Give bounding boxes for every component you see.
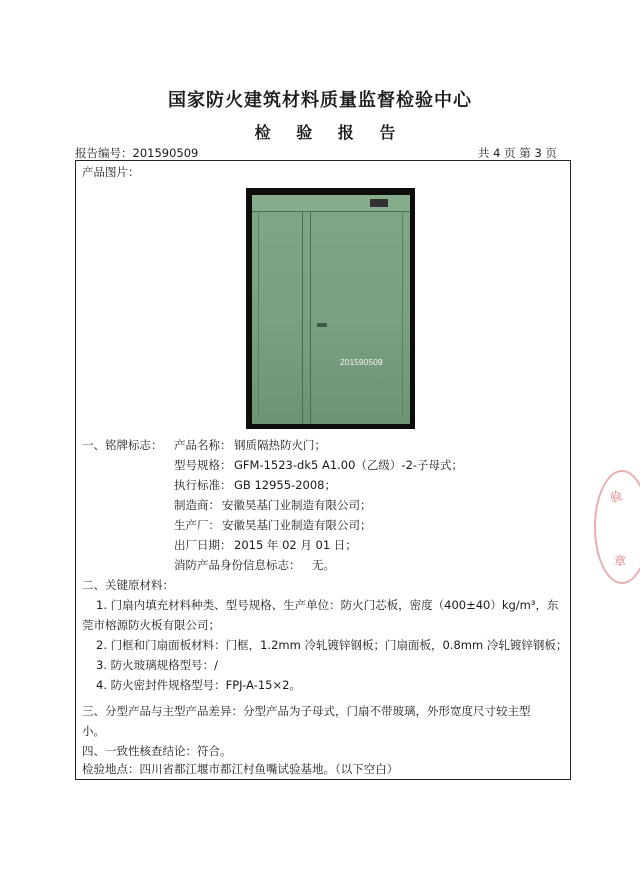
seal-stamp-fragment: 章 — [614, 554, 627, 568]
door-closer — [370, 199, 388, 207]
nameplate-row-value: GFM-1523-dk5 A1.00（乙级）-2-子母式； — [234, 458, 464, 472]
materials-item-2: 2. 门框和门扇面板材料：门框，1.2mm 冷轧镀锌钢板；门扇面板，0.8mm 冷轧镀锌钢板； — [96, 638, 568, 652]
report-subtitle: 检 验 报 告 — [254, 123, 406, 142]
photo-overlay-number: 201590509 — [340, 357, 383, 367]
nameplate-row-value: 无。 — [312, 558, 335, 572]
nameplate-row-key: 产品名称： — [174, 438, 232, 452]
nameplate-row-key: 制造商： — [174, 498, 220, 512]
nameplate-row-key: 执行标准： — [174, 478, 232, 492]
page-info: 共 4 页 第 3 页 — [478, 146, 557, 160]
door-seam-left — [302, 211, 303, 424]
nameplate-row-value: 安徽昊基门业制造有限公司； — [222, 518, 372, 532]
nameplate-row-key: 消防产品身份信息标志： — [174, 558, 301, 572]
materials-item-1: 1. 门扇内填充材料种类、型号规格、生产单位：防火门芯板，密度（400±40）kg/m³，东 — [96, 598, 559, 612]
test-location: 检验地点：四川省都江堰市都江村鱼嘴试验基地。（以下空白） — [82, 762, 399, 776]
door-frame-right — [402, 211, 403, 416]
seal-stamp-ring — [594, 470, 640, 584]
product-photo — [246, 188, 415, 429]
product-photo-label: 产品图片： — [82, 165, 140, 179]
nameplate-row-value: 钢质隔热防火门； — [234, 438, 326, 452]
door-seam-right — [310, 211, 311, 424]
consistency-conclusion: 四、一致性核查结论：符合。 — [82, 744, 232, 758]
seal-stamp-fragment: 验 — [608, 488, 625, 506]
difference-line-1: 三、分型产品与主型产品差异：分型产品为子母式，门扇不带玻璃，外形宽度尺寸较主型 — [82, 704, 531, 718]
nameplate-row-key: 型号规格： — [174, 458, 232, 472]
nameplate-section-label: 一、铭牌标志： — [82, 438, 163, 452]
materials-item-1-cont: 莞市榕源防火板有限公司； — [82, 618, 220, 632]
door-handle — [317, 323, 327, 327]
materials-section-label: 二、关键原材料： — [82, 578, 174, 592]
nameplate-row-key: 生产厂： — [174, 518, 220, 532]
nameplate-row-value: 2015 年 02 月 01 日； — [234, 538, 357, 552]
difference-line-2: 小。 — [82, 724, 105, 738]
materials-item-4: 4. 防火密封件规格型号：FPJ-A-15×2。 — [96, 678, 301, 692]
nameplate-row-value: 安徽昊基门业制造有限公司； — [222, 498, 372, 512]
materials-item-3: 3. 防火玻璃规格型号：/ — [96, 658, 219, 672]
report-center-title: 国家防火建筑材料质量监督检验中心 — [168, 90, 472, 111]
nameplate-row-value: GB 12955-2008； — [234, 478, 336, 492]
door-image — [252, 195, 410, 424]
door-frame-left — [258, 211, 259, 416]
nameplate-row-key: 出厂日期： — [174, 538, 232, 552]
report-number: 报告编号：201590509 — [75, 146, 199, 160]
